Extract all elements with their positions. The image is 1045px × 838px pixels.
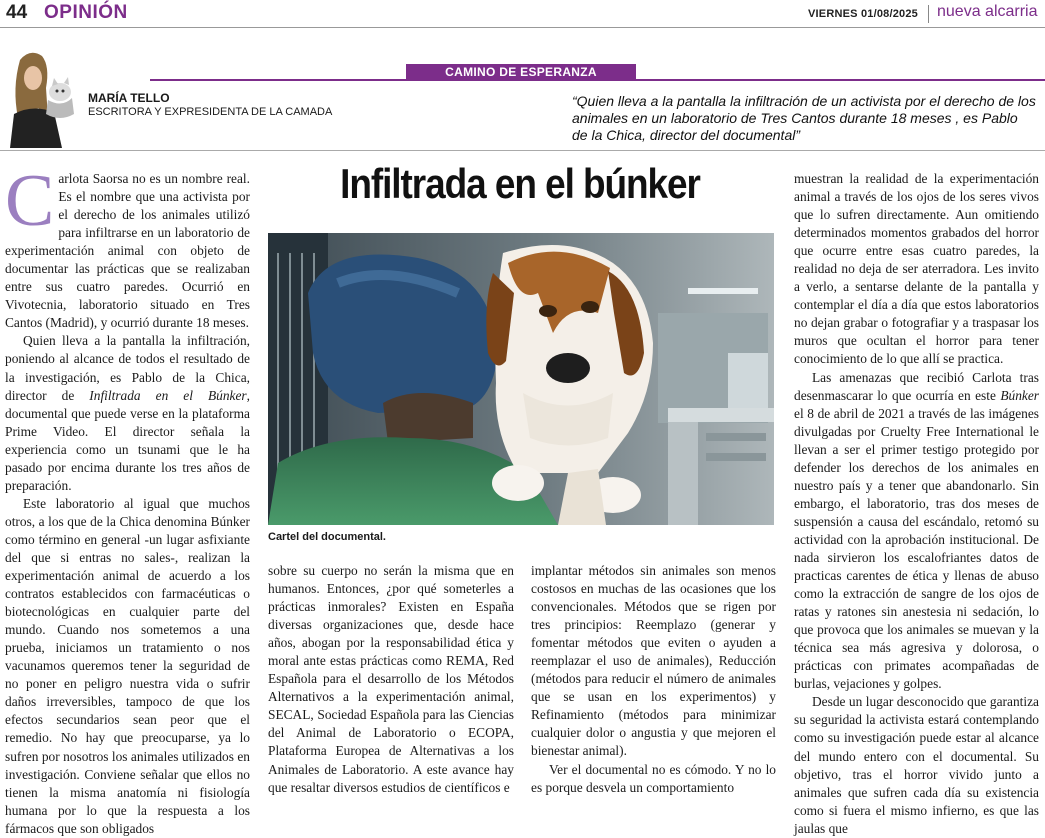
- header-divider: [928, 5, 929, 23]
- article-column-3: [531, 562, 776, 795]
- drop-cap: C: [5, 160, 55, 242]
- author-photo: [2, 48, 82, 148]
- article-column-4: [794, 170, 1039, 836]
- article-paragraph: Carlota Saorsa no es un nombre real. Es el nombre que una activista por el derecho de los animales utilizó para infiltrarse en un laboratorio de experimentación animal con objeto de documentar las prácticas que se realizaban entre sus cuatro paredes. Ocurrió en Vivotecnia, laboratorio situado en Tres Cantos (Madrid), y ocurrió durante 18 meses.: [5, 160, 250, 331]
- author-role: ESCRITORA Y EXPRESIDENTA DE LA CAMADA: [88, 106, 333, 118]
- article-paragraph: Este laboratorio al igual que muchos otros, a los que de la Chica denomina Búnker como término en general -un lugar asfixiante del que si entras no sales-, realizan la experimentación animal de acuerdo a los contratos establecidos con farmacéuticas o biotecnológicas en cualquier parte del mundo. Cuando nos sometemos a una prueba, iniciamos un tratamiento o nos vacunamos queremos tener la seguridad de no poner en peligro nuestra vida o sufrir daños irreversibles, tampoco de que los efectos secundarios sean peor que el remedio. No hay que preocuparse, ya lo sufren por nosotros los animales utilizados en investigación. Conviene señalar que ellos no tienen la misma anatomía ni fisiología humana por lo que la respuesta a los fármacos que son obligados: [5, 495, 250, 836]
- documentary-poster-image: [268, 233, 774, 525]
- article-paragraph: sobre su cuerpo no serán la misma que en humanos. Entonces, ¿por qué someterles a prácticas inmorales? Existen en España diversas organizaciones que, desde hace años, abogan por la responsabilidad ética y moral ante estas prácticas como REMA, Red Española para el desarrollo de los Métodos Alternativos a la experimentación animal, SECAL, Sociedad Española para las Ciencias del Animal de Laboratorio o ECOPA, Plataforma Europea de Alternativas a los Animales de Laboratorio. A este avance hay que resaltar diversos estudios de científicos e: [268, 563, 514, 795]
- newspaper-brand: nueva alcarria: [937, 3, 1038, 20]
- author-name: MARÍA TELLO: [88, 91, 170, 105]
- header-rule: [0, 27, 1045, 28]
- article-paragraph: Las amenazas que recibió Carlota tras desenmascarar lo que ocurría en este Búnker el 8 de abril de 2021 a través de las imágenes divulgadas por Cruelty Free International le llevan a ser el primer testigo protegido por defender los derechos de los animales en nuestro país y a tener que abandonarlo. Sin embargo, el laboratorio, tras dos meses de suspensión a causa del escándalo, retomó su actividad con la aprobación institucional. De nada sirvieron los escalofriantes datos de practicas carentes de ética y llenas de abuso como la extracción de sangre de los ojos de ratas y ratones sin anestesia ni sedación, lo que provoca que los animales se muevan y la técnica sea más agresiva y dolorosa, o prácticas con primates acompañadas de burlas, vejaciones y golpes.: [794, 369, 1039, 692]
- band-rule: [0, 150, 1045, 151]
- article-column-1: [5, 160, 250, 836]
- article-column-2: [268, 562, 514, 795]
- article-paragraph: Quien lleva a la pantalla la infiltración, poniendo al alcance de todos el resultado de la investigación, es Pablo de la Chica, director de Infiltrada en el Búnker, documental que puede verse en la plataforma Prime Video. El director señala la experiencia como un tsunami que le ha pasado por encima durante los tres años de preparación.: [5, 333, 250, 493]
- article-paragraph: Ver el documental no es cómodo. Y no lo es porque desvela un comportamiento: [531, 761, 776, 795]
- pull-quote: “Quien lleva a la pantalla la infiltración de un activista por el derecho de los animales en un laboratorio de Tres Cantos durante 18 meses , es Pablo de la Chica, director del documental”: [572, 93, 1036, 143]
- issue-date: VIERNES 01/08/2025: [808, 8, 919, 20]
- photo-caption: Cartel del documental.: [268, 531, 386, 543]
- article-paragraph: muestran la realidad de la experimentación animal a través de los ojos de los seres vivos que lo sufren directamente. Aun omitiendo determinados momentos grabados del horror que ocurre entre esas cuatro paredes, la realidad no deja de ser aterradora. Les invito a verlo, a sentarse delante de la pantalla y contemplar el día a día que estos laboratorios no dejan grabar o fotografiar y a traspasar los muros que ocultan el horror para tener conocimiento de lo que allí se practica.: [794, 171, 1039, 367]
- section-label: OPINIÓN: [44, 2, 128, 23]
- article-paragraph: implantar métodos sin animales son menos costosos en muchas de las ocasiones que los convencionales. Métodos que se rigen por tres principios: Reemplazo (generar y fomentar métodos que eviten o ayuden a reemplazar el uso de animales), Reducción (métodos para reducir el número de animales que se usan en los experimentos) y Refinamiento (métodos para minimizar cualquier dolor o angustia y que mejoren el bienestar animal).: [531, 563, 776, 759]
- column-kicker: CAMINO DE ESPERANZA: [406, 64, 636, 81]
- article-paragraph: Desde un lugar desconocido que garantiza su seguridad la activista estará contemplando como su investigación puede estar al alcance del mundo entero con el documental. Su objetivo, tras el horror vivido junto a animales que sufren cada día su existencia como si fuera el mismo infierno, es que las jaulas que: [794, 694, 1039, 836]
- article-title: Infiltrada en el búnker: [340, 160, 700, 207]
- page-number: 44: [6, 2, 28, 23]
